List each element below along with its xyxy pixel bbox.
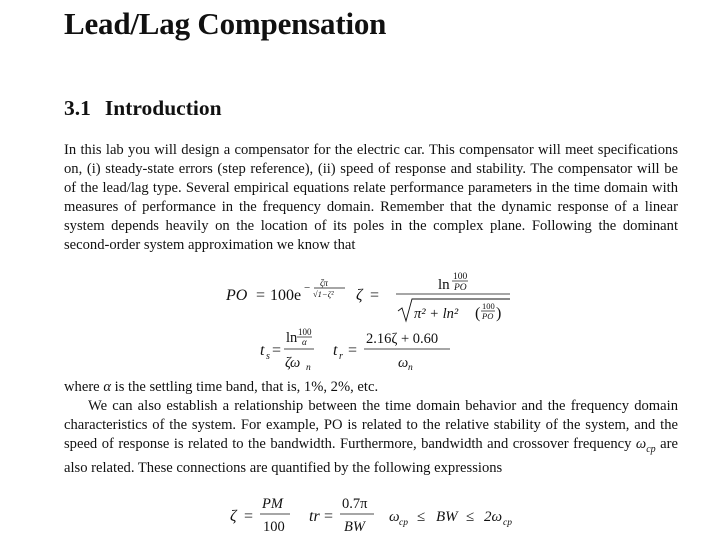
- svg-text:t: t: [260, 342, 265, 359]
- svg-text:(: (: [475, 305, 481, 322]
- svg-text:=: =: [348, 342, 358, 359]
- svg-text:ζω: ζω: [285, 355, 301, 371]
- svg-text:ln: ln: [438, 277, 450, 293]
- svg-text:PM: PM: [262, 496, 283, 512]
- svg-text:BW: BW: [344, 519, 365, 535]
- svg-text:2.16ζ + 0.60: 2.16ζ + 0.60: [366, 331, 439, 347]
- svg-text:ζ: ζ: [230, 508, 237, 525]
- svg-text:100e: 100e: [270, 287, 302, 304]
- svg-text:): ): [496, 305, 502, 322]
- equation-zeta-from-pm: [230, 496, 290, 535]
- svg-text:100: 100: [298, 327, 312, 337]
- equation-po: [225, 278, 345, 304]
- svg-text:α: α: [302, 337, 307, 347]
- svg-text:=: =: [324, 508, 334, 525]
- svg-text:r: r: [339, 351, 343, 362]
- section-number: 3.1: [64, 96, 91, 120]
- svg-text:≤: ≤: [466, 509, 475, 525]
- equation-settling-time: [260, 327, 314, 373]
- svg-text:s: s: [266, 351, 270, 362]
- svg-text:t: t: [333, 342, 338, 359]
- svg-text:=: =: [370, 287, 380, 304]
- svg-text:BW: BW: [436, 509, 458, 525]
- svg-text:ω: ω: [389, 509, 400, 525]
- chapter-title: Lead/Lag Compensation: [64, 6, 387, 41]
- equation-block-frequency-domain: [0, 488, 724, 538]
- svg-text:0.7π: 0.7π: [342, 496, 368, 512]
- svg-text:−: −: [304, 282, 311, 294]
- svg-text:=: =: [256, 287, 266, 304]
- relationship-paragraph: We can also establish a relationship between the time domain behavior and the frequency domain characteristics of the system. For example, PO is related to the relative stability of the system, and the speed of response is related to the bandwidth. Furthermore, bandwidth and crossover frequency $\omega_{cp}$ are also related. These connections are quantified by the following expressions: [64, 398, 678, 477]
- equation-zeta-from-po: [356, 272, 510, 322]
- equation-block-time-domain: [0, 262, 724, 382]
- svg-text:cp: cp: [399, 518, 408, 528]
- svg-text:ln: ln: [286, 330, 298, 346]
- svg-text:2ω: 2ω: [484, 509, 503, 525]
- svg-text:PO: PO: [482, 311, 494, 321]
- equation-bandwidth-bounds: [389, 509, 512, 528]
- svg-text:100: 100: [453, 272, 468, 282]
- equation-tr-from-bw: [309, 496, 374, 535]
- equation-rise-time: [333, 331, 450, 373]
- svg-text:ω: ω: [398, 355, 409, 371]
- svg-text:=: =: [272, 342, 282, 359]
- svg-text:n: n: [306, 363, 311, 373]
- svg-text:cp: cp: [503, 518, 512, 528]
- svg-text:n: n: [408, 363, 413, 373]
- svg-text:100: 100: [263, 519, 285, 535]
- svg-text:100: 100: [482, 301, 495, 311]
- svg-text:√1−ζ²: √1−ζ²: [313, 289, 334, 299]
- section-title: Introduction: [104, 96, 222, 120]
- svg-text:π² + ln²: π² + ln²: [414, 306, 459, 322]
- svg-text:ζ: ζ: [356, 287, 363, 304]
- svg-text:=: =: [244, 508, 254, 525]
- intro-paragraph: In this lab you will design a compensator for the electric car. This compensator will meet specifications on, (i) steady-state errors (step reference), (ii) speed of response and stability. The compensator will be of the lead/lag type. Several empirical equations relate performance parameters in the time domain with measures of performance in the frequency domain. Remember that the dynamic response of a linear system depends heavily on the location of its poles in the complex plane. Following the dominant second-order system approximation we know that: [64, 142, 678, 254]
- svg-text:≤: ≤: [417, 509, 426, 525]
- settling-band-paragraph: where α is the settling time band, that is, 1%, 2%, etc.: [64, 379, 379, 395]
- svg-text:ζπ: ζπ: [320, 278, 328, 288]
- svg-text:PO: PO: [226, 287, 248, 304]
- section-heading: [64, 96, 222, 121]
- svg-text:tr: tr: [309, 508, 320, 525]
- svg-text:PO: PO: [454, 283, 467, 293]
